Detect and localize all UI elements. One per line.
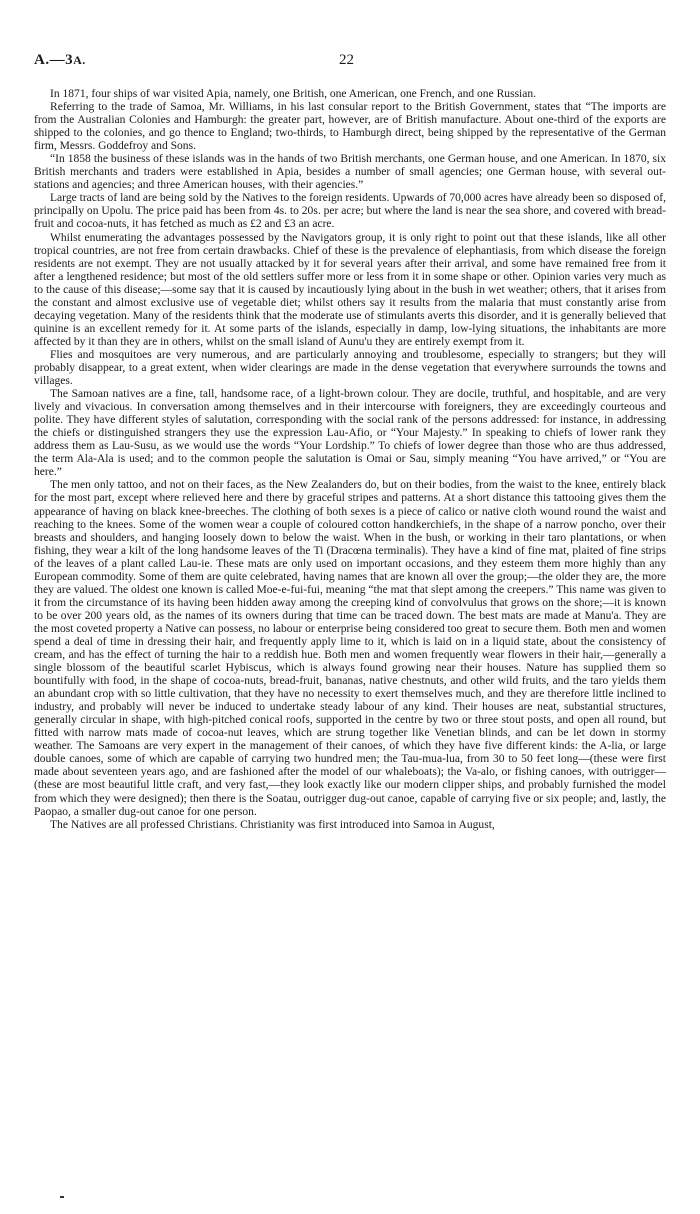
paragraph-ships-of-war: In 1871, four ships of war visited Apia, namely, one British, one American, one French, and one Russian. [50,88,537,100]
reference-main: A.—3 [34,52,74,68]
body-text [34,88,666,832]
paragraph-tattoo-customs: The men only tattoo, and not on their faces, as the New Zealanders do, but on their bodies, from the waist to the knee, entirely black for the most part, except where relieved here and there by graceful stripes and patterns. At a short distance this tattooing gives them the appearance of having on black knee-breeches. The clothing of both sexes is a piece of calico or native cloth wound round the waist and reaching to the knees. Some of the women wear a couple of coloured cotton handkerchiefs, in the shape of a narrow poncho, over their breasts and shoulders, and hanging loosely down to below the waist. When in the bush, or working in their taro plantations, or when fishing, they wear a kilt of the long handsome leaves of the Ti (Dracœna terminalis). They have a kind of fine mat, plaited of fine strips of the leaves of a plant called Lau-ie. These mats are only used on important occasions, and they esteem them more highly than any European commodity. Some of them are quite celebrated, having names that are known all over the group;—the older they are, the more they are valued. The oldest one known is called Moe-e-fui-fui, meaning “the mat that slept among the creepers.” This name was given to it from the circumstance of its having been hidden away among the creeping kind of convolvulus that grows on the shore;—it is known to be over 200 years old, as the names of its owners during that time can be traced down. The best mats are made at Manu'a. They are the most coveted property a Native can possess, no labour or enterprise being considered too great to secure them. Both men and women spend a deal of time in dressing their hair, and frequently apply lime to it, which is laid on in a liquid state, about the consistency of cream, and has the effect of turning the hair to a reddish hue. Both men and women frequently wear flowers in their hair,—generally a single blossom of the beautiful scarlet Hybiscus, which is always found growing near their houses. Nature has supplied them so bountifully with food, in the shape of cocoa-nuts, bread-fruit, bananas, native chestnuts, and other wild fruits, and the taro yields them an abundant crop with so little cultivation, that they have no necessity to exert themselves much, and they are therefore little inclined to industry, and probably will never be induced to undertake steady labour of any kind. Their houses are neat, substantial structures, generally circular in shape, with high-pitched conical roofs, supported in the centre by two or three stout posts, and open all round, but fitted with narrow mats made of cocoa-nut leaves, which are strung together like Venetian blinds, and can be let down in stormy weather. The Samoans are very expert in the management of their canoes, of which they have five different kinds: the A-lia, or large double canoes, some of which are capable of carrying two hundred men; the Tau-mua-lua, from 30 to 50 feet long—(these were first made about seventeen years ago, and are fashioned after the model of our whaleboats); the Va-alo, or fishing canoes, with outrigger—(these are most beautiful little craft, and very fast,—they look exactly like our modern clipper ships, and probably furnished the model from which they were designed); then there is the Soatau, outrigger dug-out canoe, capable of carrying five or six people; and, lastly, the Paopao, a smaller dug-out canoe for one person. [34,479,666,818]
page-header [34,52,664,74]
paragraph-elephantiasis: Whilst enumerating the advantages possessed by the Navigators group, it is only right to point out that these islands, like all other tropical countries, are not free from certain drawbacks. Chief of these is the prevalence of elephantiasis, from which disease the foreign residents are not exempt. They are not usually attacked by it for several years after their arrival, and some have remained free from it after a lengthened residence; but most of the old settlers suffer more or less from it in some shape or other. Opinion varies very much as to the cause of this disease;—some say that it is caused by incautiously lying about in the bush in wet weather; others, that it arises from the constant and almost exclusive use of vegetable diet; whilst others say it results from the malaria that must constantly arise from decaying vegetation. Many of the residents think that the moderate use of stimulants averts this disorder, and it is generally believed that quinine is an excellent remedy for it. At some parts of the islands, especially in damp, low-lying situations, the inhabitants are more affected by it than they are in others, whilst on the small island of Aunu'u they are entirely exempt from it. [34,231,666,348]
page-number: 22 [339,52,354,68]
paragraph-christianity: The Natives are all professed Christians. Christianity was first introduced into Samoa in August, [50,818,495,831]
document-reference [34,52,86,69]
paragraph-land-sales: Large tracts of land are being sold by the Natives to the foreign residents. Upwards of 70,000 acres have already been so disposed of, principally on Upolu. The price paid has been from 4s. to 20s. per acre; but where the land is near the sea shore, and covered with bread-fruit and cocoa-nuts, it has fetched as much as £2 and £3 an acre. [34,192,666,231]
paragraph-business-1858: “In 1858 the business of these islands was in the hands of two British merchants, one German house, and one American. In 1870, six British merchants and traders were established in Apia, besides a number of small agencies; one German house, with several out-stations and agencies; and three American houses, with their agencies.” [34,153,666,192]
page-footer-mark [60,1196,64,1198]
paragraph-trade-of-samoa: Referring to the trade of Samoa, Mr. Williams, in his last consular report to the British Government, states that “The imports are from the Australian Colonies and Hamburgh: the greater part, however, are of British manufacture. About one-third of the exports are shipped to the colonies, and go thence to England; two-thirds, to Hamburgh direct, being shipped by the representative of the German firm, Messrs. Goddefroy and Sons. [34,101,666,153]
paragraph-samoan-natives: The Samoan natives are a fine, tall, handsome race, of a light-brown colour. They are docile, truthful, and hospitable, and are very lively and vivacious. In conversation among themselves and in their intercourse with foreigners, they are exceedingly courteous and polite. They have different styles of salutation, corresponding with the social rank of the persons addressed: for instance, in addressing the chiefs or distinguished strangers they use the expression Lau-Afio, or “Your Majesty.” In speaking to chiefs of lower rank they address them as Lau-Susu, as we would use the words “Your Lordship.” To chiefs of lower degree than those who are thus addressed, the term Ala-Ala is used; and to the common people the salutation is Omai or Sau, simply meaning “You have arrived,” or “You are here.” [34,388,666,479]
reference-suffix: A. [73,53,86,67]
paragraph-flies-mosquitoes: Flies and mosquitoes are very numerous, and are particularly annoying and troublesome, especially to strangers; but they will probably disappear, to a great extent, when wider clearings are made in the dense vegetation that everywhere surrounds the towns and villages. [34,348,666,388]
